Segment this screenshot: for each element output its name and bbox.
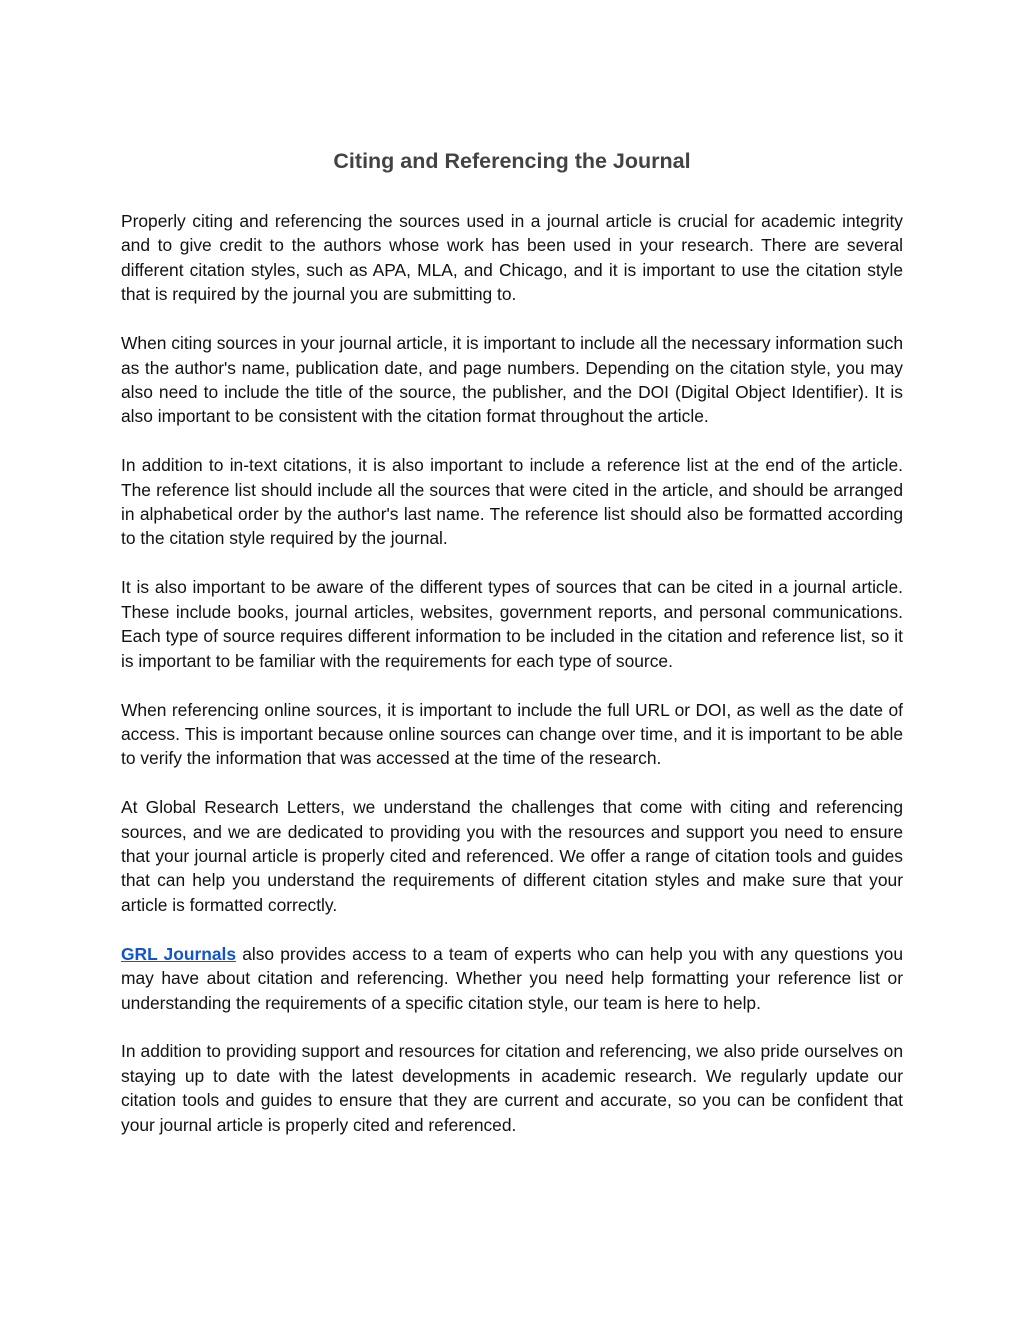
- paragraph-closing: In addition to providing support and resources for citation and referencing, we also pride ourselves on staying up to date with the latest developments in academic research. We regularly update our citation tools and guides to ensure that they are current and accurate, so you can be confident that your journal article is properly cited and referenced.: [121, 1041, 903, 1135]
- paragraph-global-research-letters: At Global Research Letters, we understand the challenges that come with citing and referencing sources, and we are dedicated to providing you with the resources and support you need to ensure that your journal article is properly cited and referenced. We offer a range of citation tools and guides that can help you understand the requirements of different citation styles and make sure that your article is formatted correctly.: [121, 797, 903, 915]
- document-page: [121, 0, 903, 1162]
- document-body: [121, 209, 903, 1137]
- paragraph-reference-list: In addition to in-text citations, it is also important to include a reference list at the end of the article. The reference list should include all the sources that were cited in the article, and should be arranged in alphabetical order by the author's last name. The reference list should also be formatted according to the citation style required by the journal.: [121, 455, 903, 549]
- paragraph-grl-journals: [121, 942, 903, 1015]
- grl-journals-link[interactable]: GRL Journals: [121, 943, 237, 964]
- grl-journals-paragraph-text: also provides access to a team of experts who can help you with any questions you may have about citation and referencing. Whether you need help formatting your reference list or understanding the requirements of a specific citation style, our team is here to help.: [121, 943, 903, 1013]
- paragraph-online-sources: When referencing online sources, it is important to include the full URL or DOI, as well as the date of access. This is important because online sources can change over time, and it is important to be able to verify the information that was accessed at the time of the research.: [121, 699, 903, 769]
- paragraph-source-types: It is also important to be aware of the different types of sources that can be cited in a journal article. These include books, journal articles, websites, government reports, and personal communications. Each type of source requires different information to be included in the citation and reference list, so it is important to be familiar with the requirements for each type of source.: [121, 577, 903, 671]
- document-title: Citing and Referencing the Journal: [333, 149, 691, 173]
- paragraph-in-text-citations: When citing sources in your journal article, it is important to include all the necessary information such as the author's name, publication date, and page numbers. Depending on the citation style, you may also need to include the title of the source, the publisher, and the DOI (Digital Object Identifier). It is also important to be consistent with the citation format throughout the article.: [121, 333, 903, 427]
- paragraph-intro: Properly citing and referencing the sources used in a journal article is crucial for academic integrity and to give credit to the authors whose work has been used in your research. There are several different citation styles, such as APA, MLA, and Chicago, and it is important to use the citation style that is required by the journal you are submitting to.: [121, 211, 903, 305]
